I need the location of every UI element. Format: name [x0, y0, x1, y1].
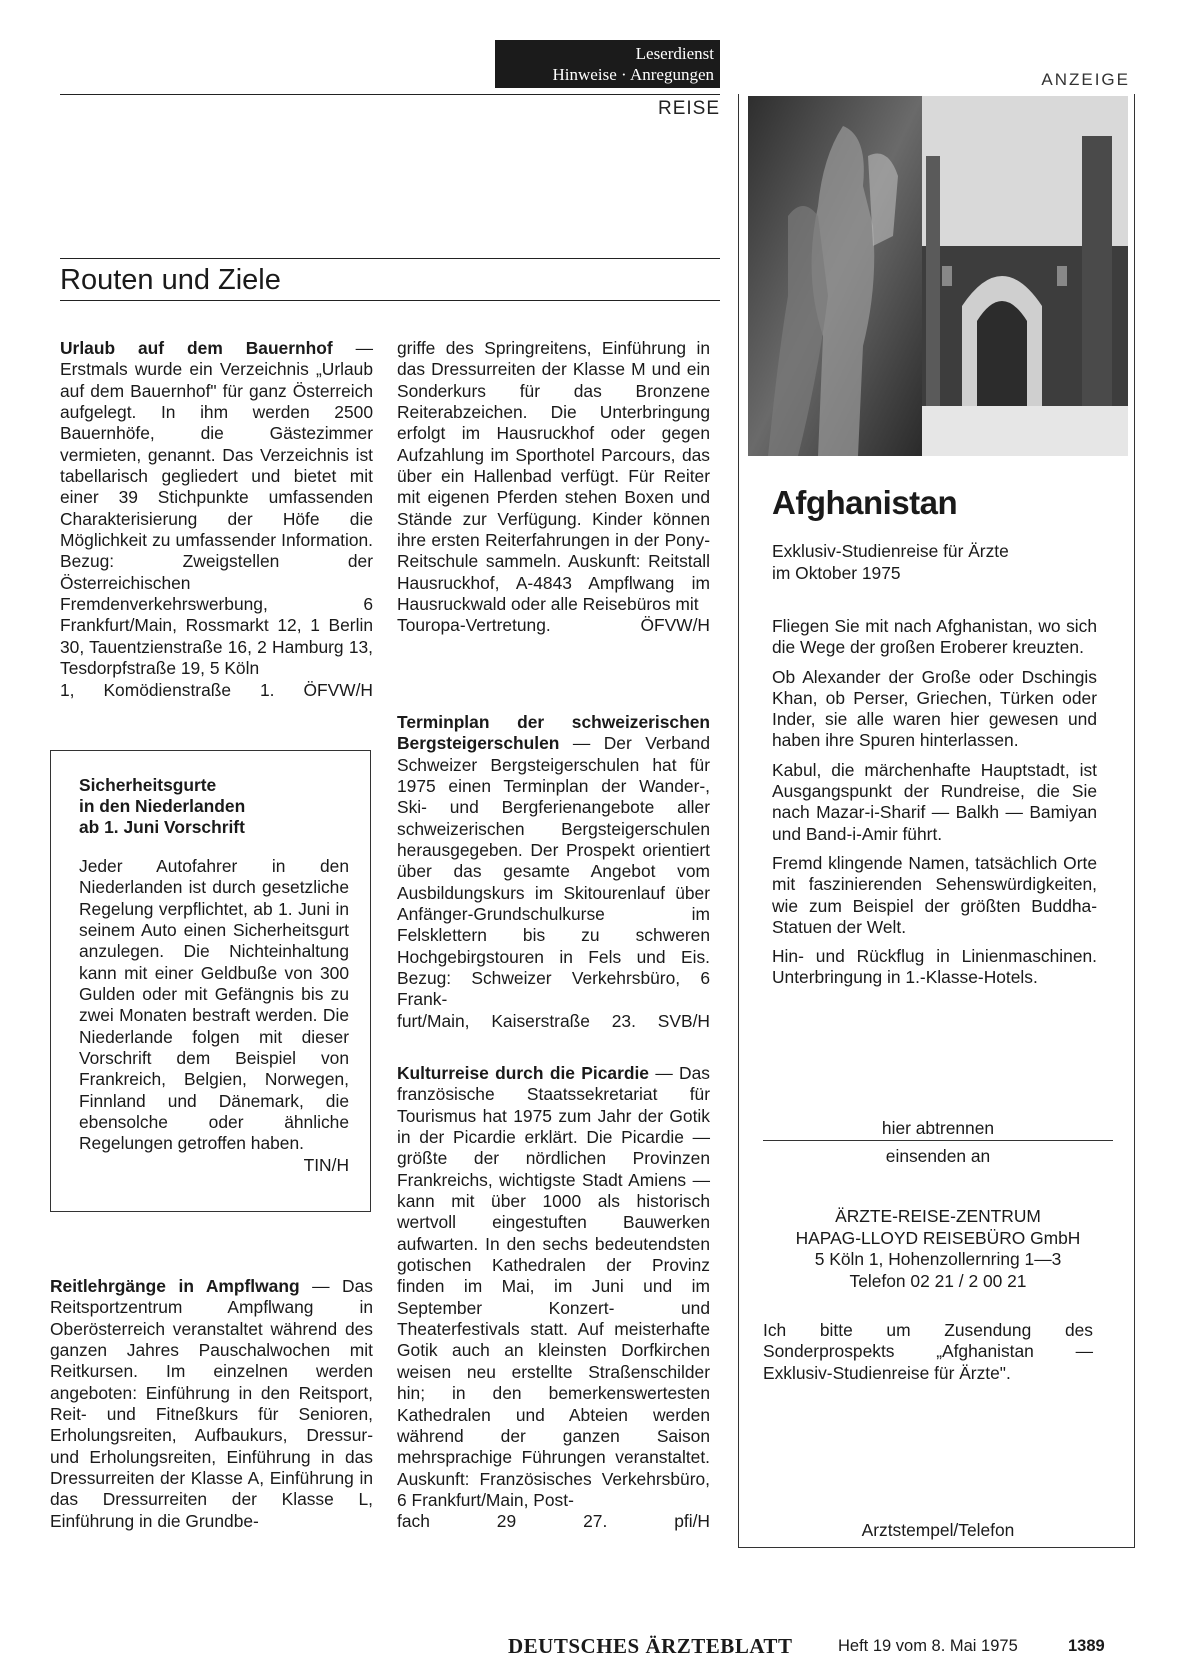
- ad-body: [772, 616, 1097, 997]
- address-line-2: HAPAG-LLOYD REISEBÜRO GmbH: [795, 1227, 1081, 1248]
- ad-address: [763, 1206, 1113, 1292]
- article-picardie-last-line: fach 29 27.: [397, 1511, 608, 1532]
- sidebar-box-sicherheitsgurte: [50, 750, 371, 1212]
- title-rule-bottom: [60, 300, 720, 301]
- article-picardie: [397, 1063, 710, 1533]
- ad-request-text: Ich bitte um Zusendung des Sonderprospekts „Afghanistan — Exklusiv-Studienreise für Ärzte".: [763, 1320, 1093, 1383]
- article-reitlehrgaenge-signature: ÖFVW/H: [640, 615, 710, 636]
- stamp-label: Arztstempel/Telefon: [861, 1520, 1015, 1540]
- article-reitlehrgaenge-continued-body: griffe des Springreitens, Einführung in das Dressurreiten der Klasse M und ein Sonderkurs für das Bronzene Reiterabzeichen. Die Unterbringung erfolgt im Hausruckhof oder gegen Aufzahlung im Sporthotel Parcours, das über ein Hallenbad verfügt. Für Reiter mit eigenen Pferden stehen Boxen und Stände zur Verfügung. Kinder können ihre ersten Reiterfahrungen in der Pony-Reitschule sammeln. Auskunft: Reitstall Hausruckhof, A-4843 Ampflwang im Hausruckwald oder alle Reisebüros mit: [397, 338, 710, 615]
- article-bergsteigerschulen-body: — Der Verband Schweizer Bergsteigerschulen hat für 1975 einen Terminplan der Wander-, Ski- und Bergferienangebote aller schweizerischen Bergsteigerschulen herausgegeben. Der Prospekt orientiert über das gesamte Angebot vom Ausbildungskurs im Skitourenlauf über Anfänger-Grundschulkurse im Felsklettern bis zu schweren Hochgebirgstouren in Fels und Eis. Bezug: Schweizer Verkehrsbüro, 6 Frank-: [397, 733, 710, 1010]
- ad-paragraph-1: Fliegen Sie mit nach Afghanistan, wo sich die Wege der großen Eroberer kreuzten.: [772, 616, 1097, 658]
- cut-line: [763, 1140, 1113, 1141]
- ad-paragraph-3: Kabul, die märchenhafte Hauptstadt, ist Ausgangspunkt der Rundreise, die Sie nach Mazar-i-Sharif — Balkh — Bamiyan und Band-i-Amir führt.: [772, 759, 1097, 844]
- article-reitlehrgaenge-last-line: Touropa-Vertretung.: [397, 615, 551, 636]
- article-reitlehrgaenge: [50, 1276, 373, 1532]
- ad-subtitle: Exklusiv-Studienreise für Ärzte im Oktober 1975: [772, 541, 1009, 583]
- article-reitlehrgaenge-continued: [397, 338, 710, 637]
- ad-paragraph-5: Hin- und Rückflug in Linienmaschinen. Unterbringung in 1.-Klasse-Hotels.: [772, 946, 1097, 988]
- relief-image: [748, 96, 922, 456]
- mosque-image: [922, 96, 1128, 456]
- badge-line-1: Leserdienst: [635, 44, 714, 63]
- article-bauernhof-last-line: 1, Komödienstraße 1.: [60, 679, 275, 700]
- cut-here-label: hier abtrennen: [881, 1118, 995, 1138]
- ad-photo-mosque: [922, 96, 1128, 456]
- article-bauernhof-heading: Urlaub auf dem Bauernhof: [60, 338, 333, 358]
- address-line-1: ÄRZTE-REISE-ZENTRUM: [835, 1206, 1041, 1226]
- article-reitlehrgaenge-heading: Reitlehrgänge in Ampflwang: [50, 1276, 300, 1296]
- leserdienst-badge: [495, 40, 720, 88]
- footer-masthead: DEUTSCHES ÄRZTEBLATT: [508, 1634, 793, 1658]
- page-title: Routen und Ziele: [60, 264, 281, 296]
- send-to-label: einsenden an: [885, 1146, 991, 1166]
- article-bauernhof: [60, 338, 373, 701]
- title-rule-top: [60, 258, 720, 259]
- article-bergsteigerschulen-signature: SVB/H: [657, 1010, 710, 1031]
- ad-paragraph-4: Fremd klingende Namen, tatsächlich Orte mit faszinierenden Sehenswürdigkeiten, wie zum Beispiel der größten Buddha-Statuen der Welt.: [772, 852, 1097, 937]
- footer-issue: Heft 19 vom 8. Mai 1975: [838, 1637, 1018, 1655]
- address-line-4: Telefon 02 21 / 2 00 21: [849, 1270, 1027, 1291]
- article-bergsteigerschulen: [397, 712, 710, 1032]
- badge-line-2: Hinweise · Anregungen: [552, 65, 714, 84]
- ad-photo-relief: [748, 96, 922, 456]
- article-bauernhof-body: — Erstmals wurde ein Verzeichnis „Urlaub auf dem Bauernhof" für ganz Österreich aufgelegt. In ihm werden 2500 Bauernhöfe, die Gästezimmer vermieten, genannt. Das Verzeichnis ist tabellarisch gegliedert und bietet mit einer 39 Stichpunkte umfassenden Charakterisierung der Höfe die Möglichkeit zu umfassender Information. Bezug: Zweigstellen der Österreichischen Fremdenverkehrswerbung, 6 Frankfurt/Main, Rossmarkt 12, 1 Berlin 30, Tauentzienstraße 16, 2 Hamburg 13, Tesdorpfstraße 19, 5 Köln: [60, 338, 373, 679]
- footer-page-number: 1389: [1068, 1637, 1105, 1655]
- article-picardie-signature: pfi/H: [674, 1511, 710, 1532]
- ad-paragraph-2: Ob Alexander der Große oder Dschingis Khan, ob Perser, Griechen, Türken oder Inder, sie alle waren hier gewesen und haben ihre Spuren hinterlassen.: [772, 666, 1097, 751]
- box-signature: TIN/H: [303, 1154, 349, 1175]
- article-picardie-body: — Das französische Staatssekretariat für Tourismus hat 1975 zum Jahr der Gotik in der Picardie erklärt. Die Picardie — größte der nördlichen Provinzen Frankreichs, wichtigste Stadt Amiens — kann mit über 1000 als historisch wertvoll eingestuften Bauwerken aufwarten. In den sechs bedeutendsten gotischen Kathedralen der Provinz finden im Mai, im Juni und im September Konzert- und Theaterfestivals statt. Auf meisterhafte Gotik auch an kleinsten Dorfkirchen weisen neu erstellte Straßenschilder hin; in den bemerkenswertesten Kathedralen und Abteien werden während der ganzen Saison mehrsprachige Führungen veranstaltet. Auskunft: Französisches Verkehrsbüro, 6 Frankfurt/Main, Post-: [397, 1063, 710, 1510]
- box-body: Jeder Autofahrer in den Niederlanden ist durch gesetzliche Regelung verpflichtet, ab 1. Juni in seinem Auto einen Sicherheitsgurt anzulegen. Die Nichteinhaltung kann mit einer Geldbuße von 300 Gulden oder mit Gefängnis bis zu zwei Monaten bestraft werden. Die Niederlande folgen mit dieser Vorschrift dem Beispiel von Frankreich, Belgien, Norwegen, Finnland und Dänemark, die ebensolche oder ähnliche Regelungen getroffen haben.: [79, 856, 349, 1154]
- box-heading: Sicherheitsgurte in den Niederlanden ab 1. Juni Vorschrift: [79, 775, 246, 837]
- article-reitlehrgaenge-body: — Das Reitsportzentrum Ampflwang in Oberösterreich veranstaltet während des ganzen Jahres Pauschalwochen mit Reitkursen. Im einzelnen werden angeboten: Einführung in den Reitsport, Reit- und Fitneßkurs für Senioren, Erholungsreiten, Aufbaukurs, Dressur- und Erholungsreiten, Einführung in das Dressurreiten der Klasse A, Einführung in das Dressurreiten der Klasse L, Einführung in die Grundbe-: [50, 1276, 373, 1531]
- article-picardie-heading: Kulturreise durch die Picardie: [397, 1063, 649, 1083]
- header-rule: [60, 94, 720, 95]
- article-bauernhof-signature: ÖFVW/H: [303, 679, 373, 700]
- section-label: REISE: [657, 98, 720, 119]
- ad-title: Afghanistan: [772, 484, 958, 521]
- anzeige-label: ANZEIGE: [1041, 70, 1130, 89]
- article-bergsteigerschulen-heading: Terminplan der schweizerischen Bergsteigerschulen: [397, 712, 710, 754]
- address-line-3: 5 Köln 1, Hohenzollernring 1—3: [814, 1249, 1062, 1269]
- article-bergsteigerschulen-last-line: furt/Main, Kaiserstraße 23.: [397, 1010, 636, 1031]
